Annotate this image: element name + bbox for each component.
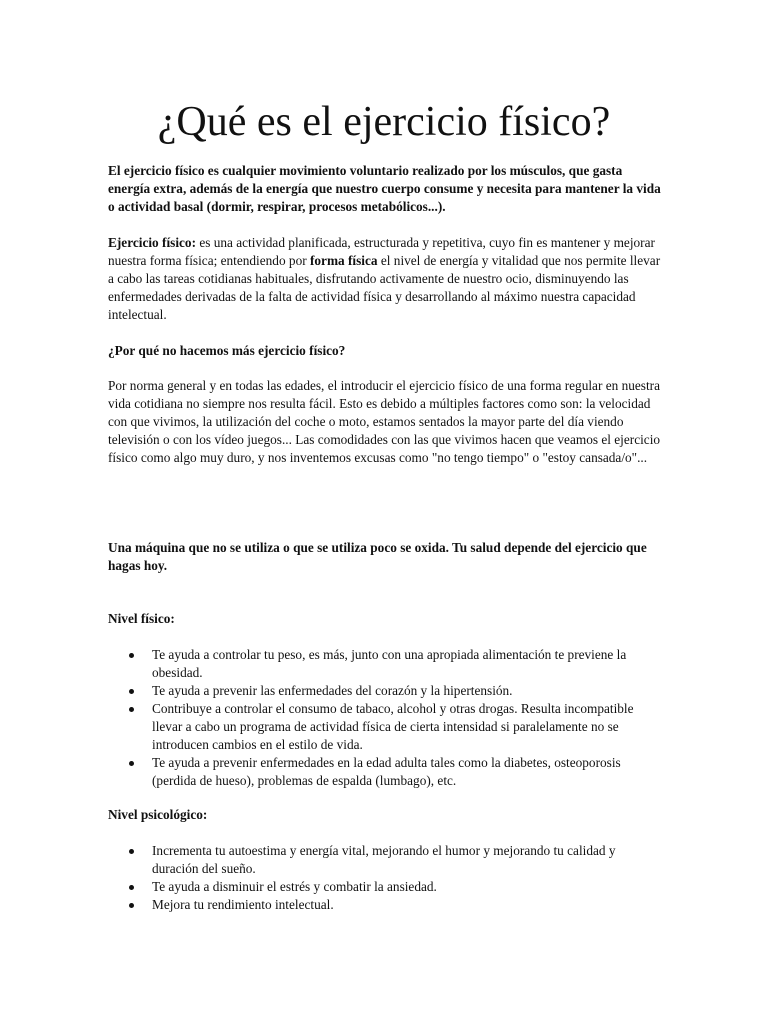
heading-nivel-psicologico: Nivel psicológico: bbox=[108, 807, 208, 822]
page-title: ¿Qué es el ejercicio físico? bbox=[157, 99, 611, 145]
definition-text-before: es una actividad planificada, estructurada y repetitiva, cuyo fin es mantener y mejorar nuestra forma física; entendiendo por bbox=[108, 235, 655, 268]
list-nivel-psicologico bbox=[108, 842, 664, 914]
list-item-text: Te ayuda a disminuir el estrés y combatir la ansiedad. bbox=[152, 879, 437, 894]
bullet-icon bbox=[129, 653, 134, 658]
bullet-icon bbox=[129, 689, 134, 694]
bullet-icon bbox=[129, 849, 134, 854]
list-nivel-fisico bbox=[108, 646, 664, 790]
list-item bbox=[108, 878, 664, 896]
list-item-text: Te ayuda a prevenir enfermedades en la edad adulta tales como la diabetes, osteoporosis (perdida de hueso), problemas de espalda (lumbago), etc. bbox=[152, 755, 621, 788]
intro-paragraph: El ejercicio físico es cualquier movimiento voluntario realizado por los músculos, que gasta energía extra, además de la energía que nuestro cuerpo consume y necesita para mantener la vida o actividad basal (dormir, respirar, procesos metabólicos...). bbox=[108, 163, 661, 214]
definition-emphasis: forma física bbox=[309, 253, 378, 268]
definition-paragraph bbox=[108, 234, 664, 324]
body-paragraph: Por norma general y en todas las edades, el introducir el ejercicio físico de una forma regular en nuestra vida cotidiana no siempre nos resulta fácil. Esto es debido a múltiples factores como son: la velocidad con que vivimos, la utilización del coche o moto, estamos sentados la mayor parte del día viendo televisión o con los vídeo juegos... Las comodidades con las que vivimos hacen que veamos el ejercicio físico como algo muy duro, y nos inventemos excusas como "no tengo tiempo" o "estoy cansada/o"... bbox=[108, 378, 661, 465]
definition-text-after: el nivel de energía y vitalidad que nos permite llevar a cabo las tareas cotidianas habituales, disfrutando activamente de nuestro ocio, disminuyendo las enfermedades derivadas de la falta de actividad física y desarrollando al máximo nuestra capacidad intelectual. bbox=[108, 253, 661, 322]
section-question: ¿Por qué no hacemos más ejercicio físico? bbox=[108, 343, 346, 358]
bullet-icon bbox=[129, 707, 134, 712]
list-item bbox=[108, 754, 664, 790]
list-item bbox=[108, 842, 664, 878]
list-item bbox=[108, 700, 664, 754]
bullet-icon bbox=[129, 903, 134, 908]
bullet-icon bbox=[129, 761, 134, 766]
list-item-text: Incrementa tu autoestima y energía vital, mejorando el humor y mejorando tu calidad y duración del sueño. bbox=[152, 843, 616, 876]
list-item-text: Mejora tu rendimiento intelectual. bbox=[152, 897, 334, 912]
bullet-icon bbox=[129, 885, 134, 890]
list-item bbox=[108, 682, 664, 700]
list-item bbox=[108, 646, 664, 682]
list-item bbox=[108, 896, 664, 914]
definition-term: Ejercicio físico: bbox=[108, 235, 196, 250]
heading-nivel-fisico: Nivel físico: bbox=[108, 611, 175, 626]
list-item-text: Contribuye a controlar el consumo de tabaco, alcohol y otras drogas. Resulta incompatible llevar a cabo un programa de actividad física de cierta intensidad si paralelamente no se introducen cambios en el estilo de vida. bbox=[152, 701, 634, 752]
motto-paragraph: Una máquina que no se utiliza o que se utiliza poco se oxida. Tu salud depende del ejercicio que hagas hoy. bbox=[108, 540, 647, 573]
list-item-text: Te ayuda a controlar tu peso, es más, junto con una apropiada alimentación te previene la obesidad. bbox=[152, 647, 627, 680]
list-item-text: Te ayuda a prevenir las enfermedades del corazón y la hipertensión. bbox=[152, 683, 513, 698]
